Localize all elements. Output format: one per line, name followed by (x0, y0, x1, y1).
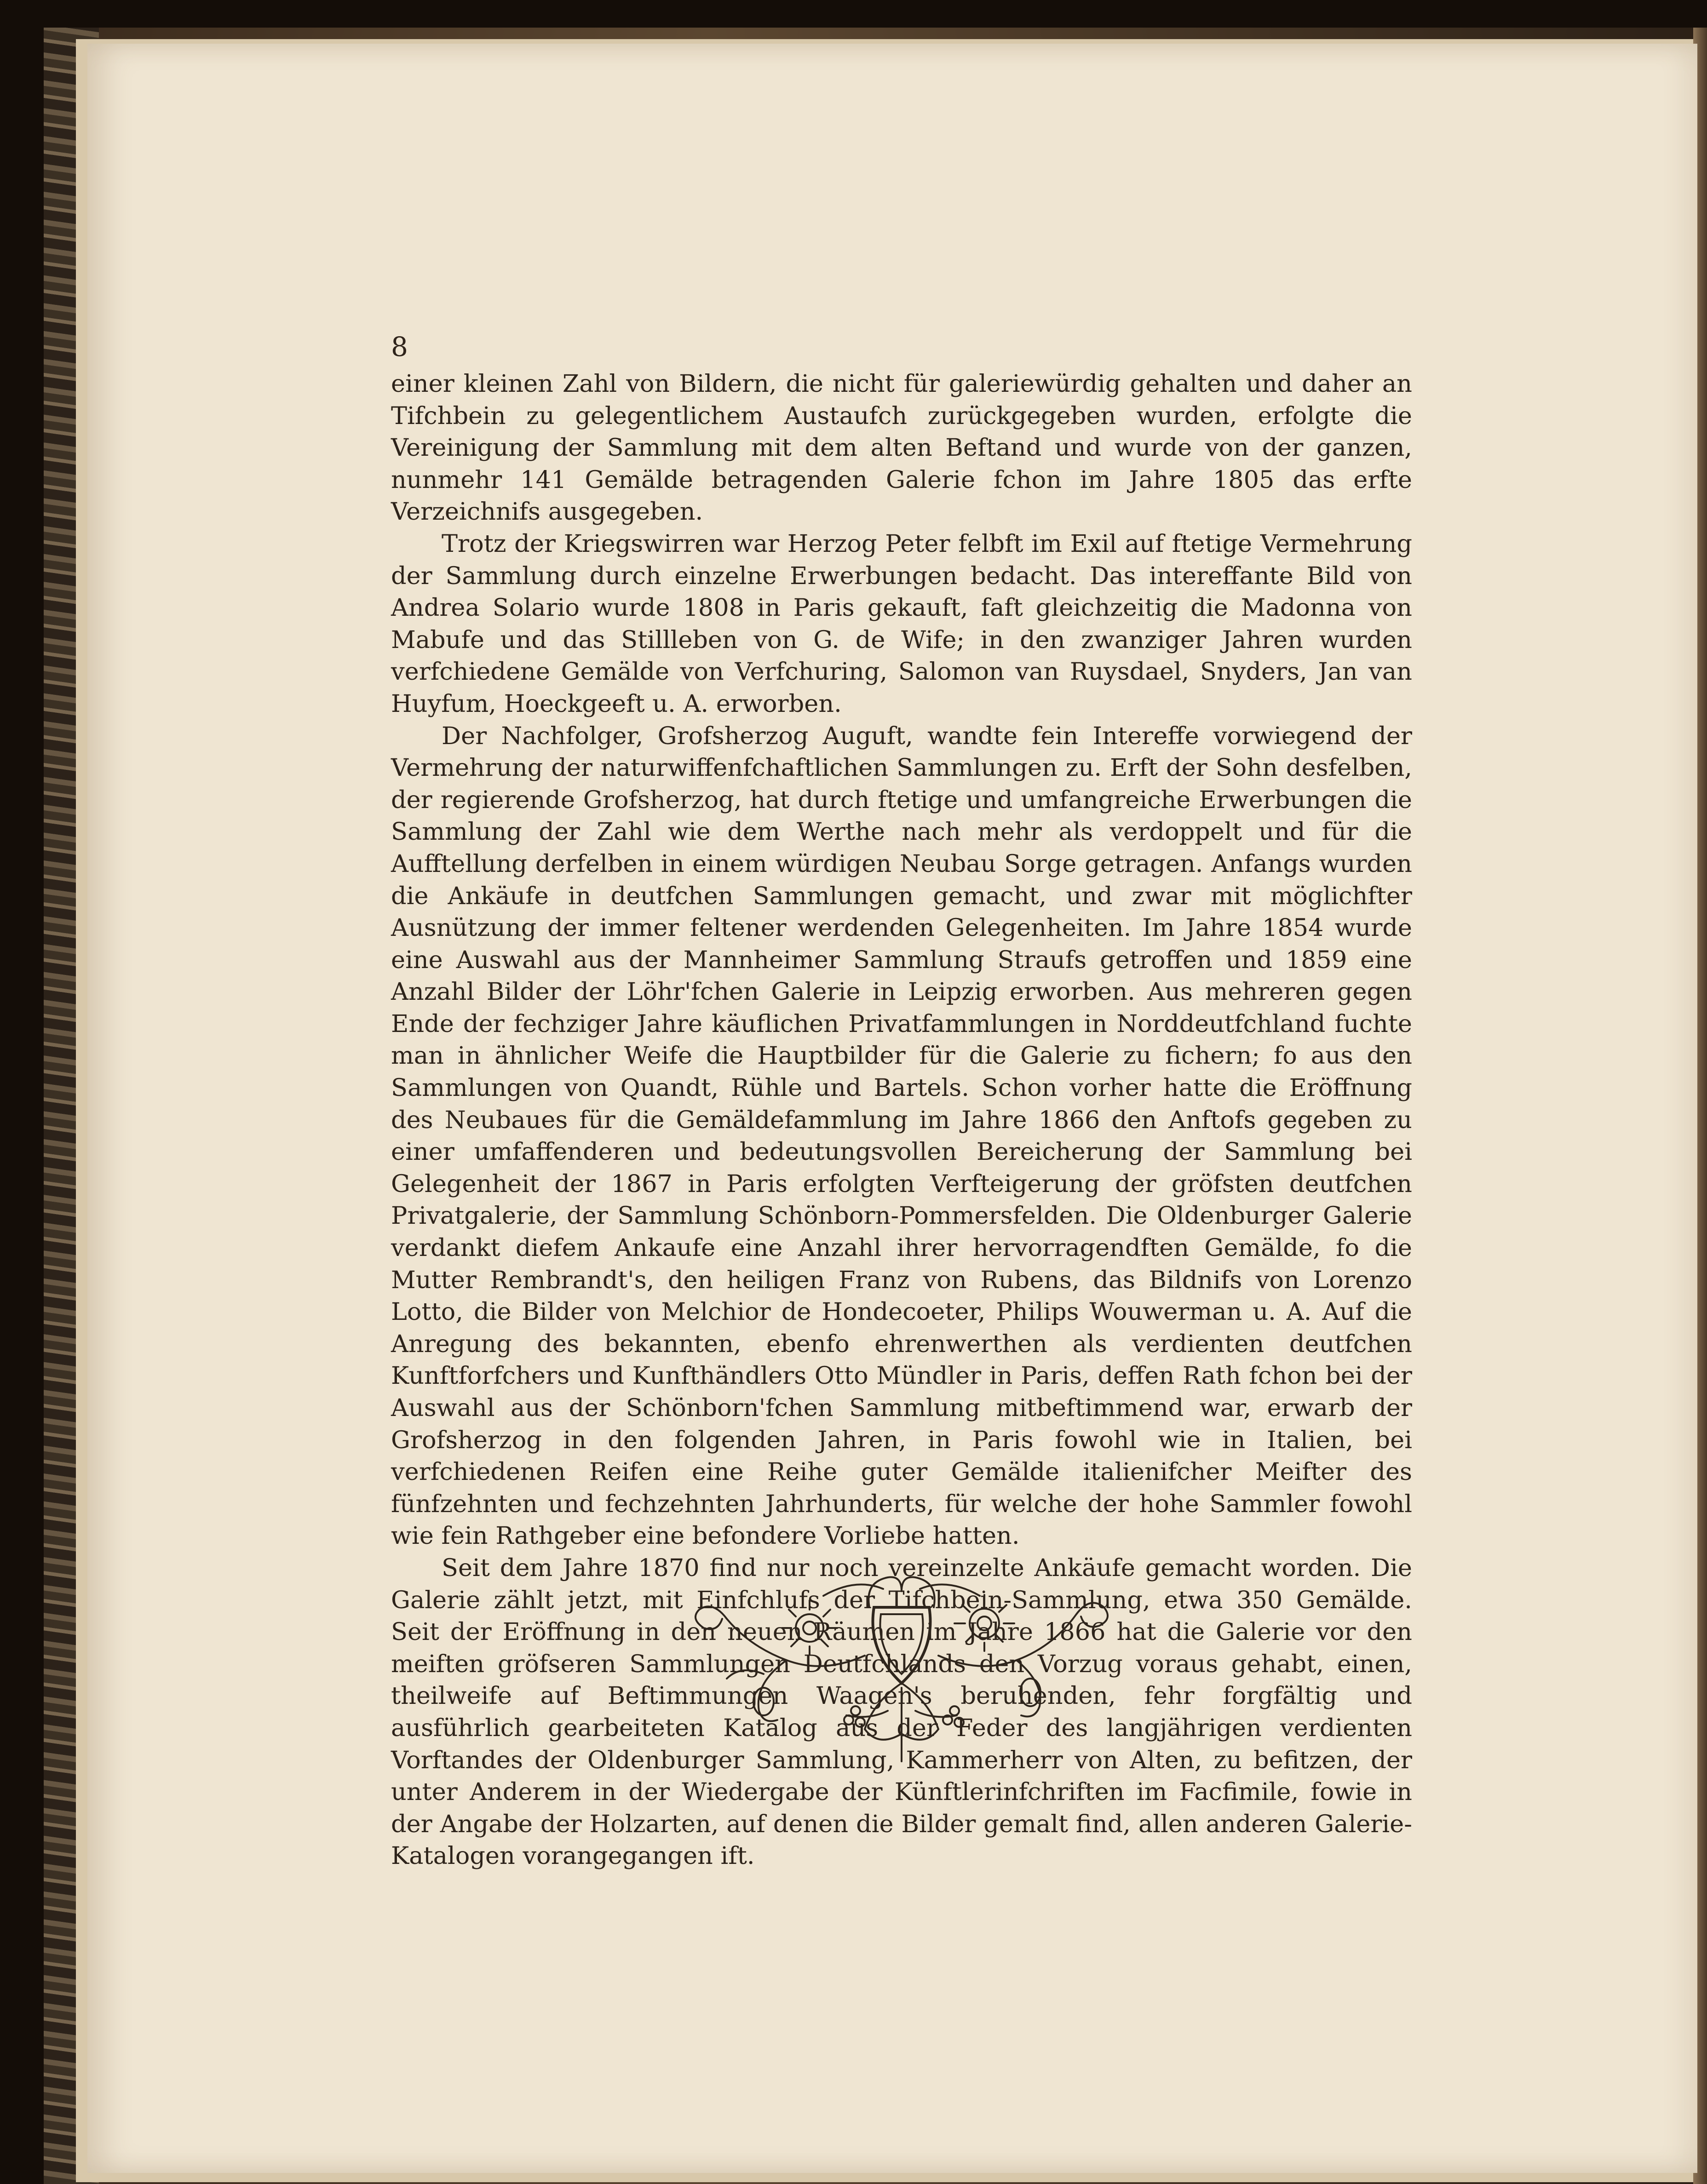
page-number: 8 (391, 331, 408, 362)
floral-vignette-icon (672, 1564, 1122, 1771)
paragraph-3: Der Nachfolger, Grofsherzog Auguft, wandte fein Intereffe vorwiegend der Vermehrung der naturwiffenfchaftlichen Sammlungen zu. Erft der Sohn desfelben, der regierende Grofsherzog, hat durch ftetige und umfangreiche Erwerbungen die Sammlung der Zahl wie dem Werthe nach mehr als verdoppelt und für die Aufftellung derfelben in einem würdigen Neubau Sorge getragen. Anfangs wurden die Ankäufe in deutfchen Sammlungen gemacht, und zwar mit möglichfter Ausnützung der immer feltener werdenden Gelegenheiten. Im Jahre 1854 wurde eine Auswahl aus der Mannheimer Sammlung Straufs getroffen und 1859 eine Anzahl Bilder der Löhr'fchen Galerie in Leipzig erworben. Aus mehreren gegen Ende der fechziger Jahre käuflichen Privatfammlungen in Norddeutfchland fuchte man in ähnlicher Weife die Hauptbilder für die Galerie zu fichern; fo aus den Sammlungen von Quandt, Rühle und Bartels. Schon vorher hatte die Eröffnung des Neubaues für die Gemäldefammlung im Jahre 1866 den Anftofs gegeben zu einer umfaffenderen und bedeutungsvollen Bereicherung der Sammlung bei Gelegenheit der 1867 in Paris erfolgten Verfteigerung der gröfsten deutfchen Privatgalerie, der Sammlung Schönborn-Pommersfelden. Die Oldenburger Galerie verdankt diefem Ankaufe eine Anzahl ihrer hervorragendften Gemälde, fo die Mutter Rembrandt's, den heiligen Franz von Rubens, das Bildnifs von Lorenzo Lotto, die Bilder von Melchior de Hondecoeter, Philips Wouwerman u. A. Auf die Anregung des bekannten, ebenfo ehrenwerthen als verdienten deutfchen Kunftforfchers und Kunfthändlers Otto Mündler in Paris, deffen Rath fchon bei der Auswahl aus der Schönborn'fchen Sammlung mitbeftimmend war, erwarb der Grofsherzog in den folgenden Jahren, in Paris fowohl wie in Italien, bei verfchiedenen Reifen eine Reihe guter Gemälde italienifcher Meifter des fünfzehnten und fechzehnten Jahrhunderts, für welche der hohe Sammler fowohl wie fein Rathgeber eine befondere Vorliebe hatten. (391, 722, 1412, 1550)
paragraph-2: Trotz der Kriegswirren war Herzog Peter felbft im Exil auf ftetige Vermehrung der Sammlung durch einzelne Erwerbungen bedacht. Das intereffante Bild von Andrea Solario wurde 1808 in Paris gekauft, faft gleichzeitig die Madonna von Mabufe und das Stillleben von G. de Wife; in den zwanziger Jahren wurden verfchiedene Gemälde von Verfchuring, Salomon van Ruysdael, Snyders, Jan van Huyfum, Hoeckgeeft u. A. erworben. (391, 529, 1412, 718)
paragraph-4: Seit dem Jahre 1870 find nur noch vereinzelte Ankäufe gemacht worden. Die Galerie zählt jetzt, mit Einfchlufs der Tifchbein-Sammlung, etwa 350 Gemälde. Seit der Eröffnung in den neuen Räumen im Jahre 1866 hat die Galerie vor den meiften gröfseren Sammlungen Deutfchlands den Vorzug voraus gehabt, einen, theilweife auf Beftimmungen Waagen's beruhenden, fehr forgfältig und ausführlich gearbeiteten Katalog aus der Feder des langjährigen verdienten Vorftandes der Oldenburger Sammlung, Kammerherr von Alten, zu befitzen, der unter Anderem in der Wiedergabe der Künftlerinfchriften im Facfimile, fowie in der Angabe der Holzarten, auf denen die Bilder gemalt find, allen anderen Galerie-Katalogen vorangegangen ift. (391, 1553, 1412, 1870)
paragraph-1: einer kleinen Zahl von Bildern, die nicht für galeriewürdig gehalten und daher an Tifchbein zu gelegentlichem Austaufch zurückgegeben wurden, erfolgte die Vereinigung der Sammlung mit dem alten Beftand und wurde von der ganzen, nunmehr 141 Gemälde betragenden Galerie fchon im Jahre 1805 das erfte Verzeichnifs ausgegeben. (391, 370, 1412, 526)
